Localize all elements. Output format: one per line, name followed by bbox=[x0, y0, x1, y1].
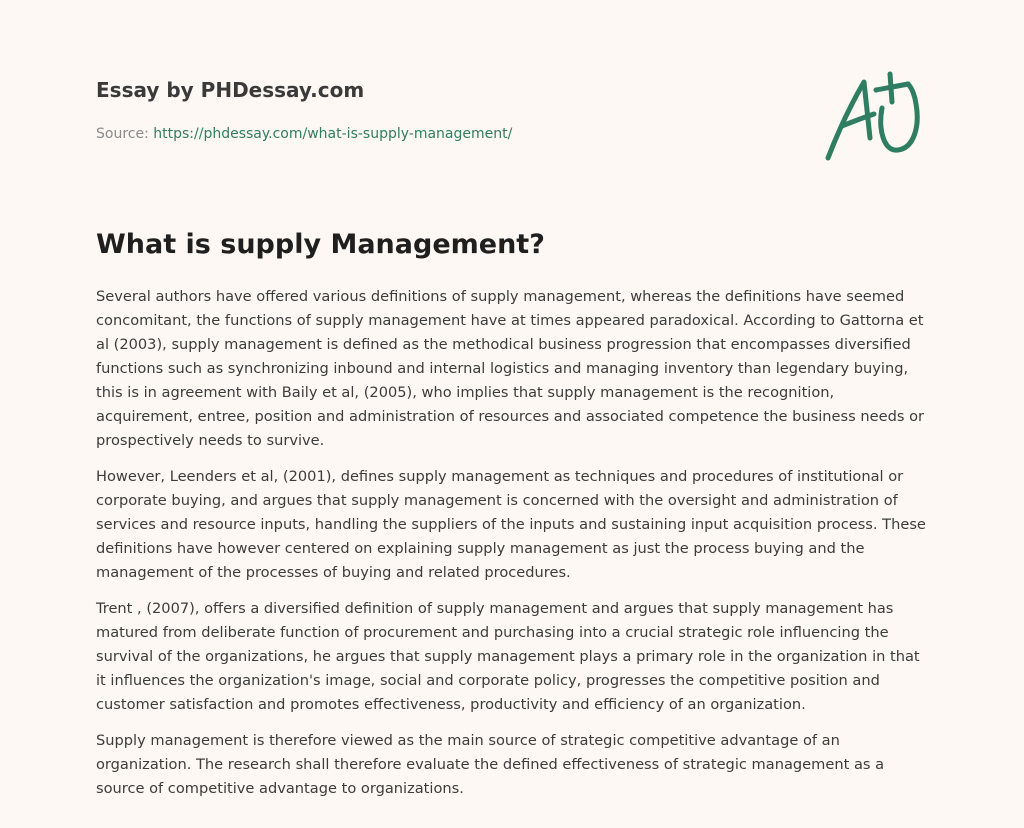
source-line bbox=[96, 124, 796, 144]
article-paragraph: Several authors have offered various definitions of supply management, whereas the definitions have seemed concomitant, the functions of supply management have at times appeared paradoxical. According to Gattorna et al (2003), supply management is defined as the methodical business progression that encompasses diversified functions such as synchronizing inbound and internal logistics and managing inventory than legendary buying, this is in agreement with Baily et al, (2005), who implies that supply management is the recognition, acquirement, entree, position and administration of resources and associated competence the business needs or prospectively needs to survive. bbox=[96, 288, 925, 449]
article-paragraph: Trent , (2007), offers a diversified definition of supply management and argues that supply management has matured from deliberate function of procurement and purchasing into a crucial strategic role influencing the survival of the organizations, he argues that supply management plays a primary role in the organization in that it influences the organization's image, social and corporate policy, progresses the competitive position and customer satisfaction and promotes effectiveness, productivity and efficiency of an organization. bbox=[96, 600, 920, 713]
article-body bbox=[96, 285, 932, 813]
source-label: Source: bbox=[96, 126, 149, 142]
article-paragraph: However, Leenders et al, (2001), defines supply management as techniques and procedures of institutional or corporate buying, and argues that supply management is concerned with the oversight and administration of services and resource inputs, handling the suppliers of the inputs and sustaining input acquisition process. These definitions have however centered on explaining supply management as just the process buying and the management of the processes of buying and related procedures. bbox=[96, 468, 926, 581]
article-title: What is supply Management? bbox=[96, 229, 545, 260]
article-paragraph: Supply management is therefore viewed as the main source of strategic competitive advantage of an organization. The research shall therefore evaluate the defined effectiveness of strategic management as a source of competitive advantage to organizations. bbox=[96, 732, 885, 797]
a-plus-grade-icon bbox=[824, 68, 928, 164]
essay-header bbox=[96, 76, 796, 144]
source-link[interactable]: https://phdessay.com/what-is-supply-management/ bbox=[153, 126, 513, 142]
site-brand: Essay by PHDessay.com bbox=[96, 78, 365, 102]
